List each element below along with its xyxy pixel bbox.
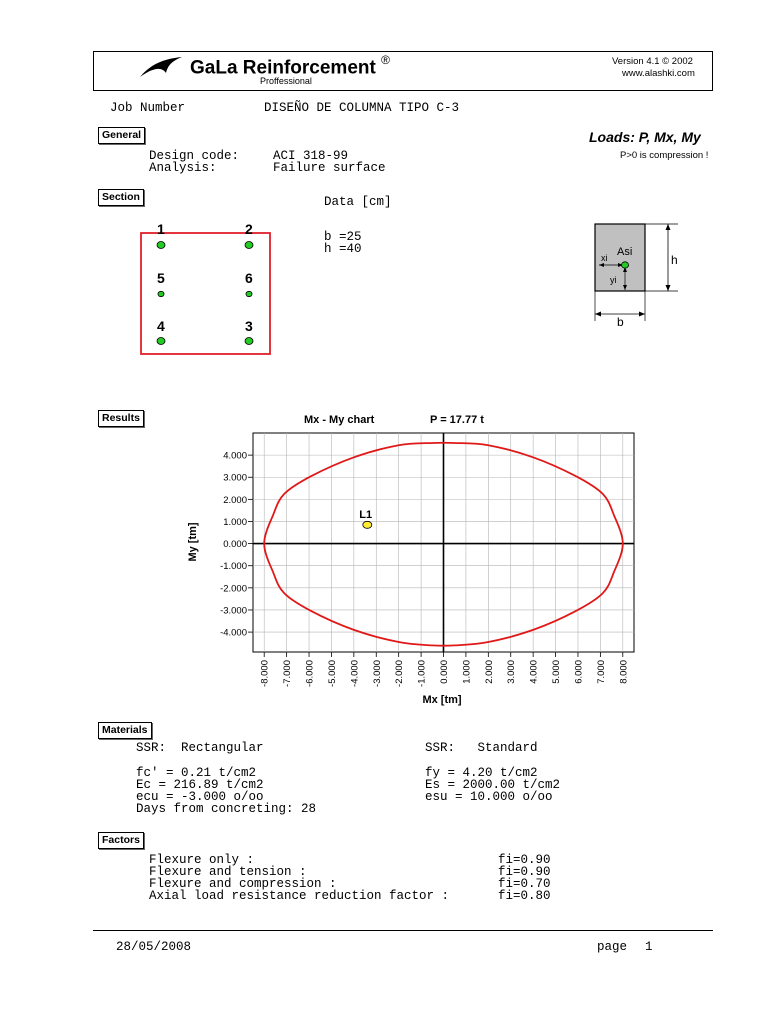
- factor-value: fi=0.90: [498, 853, 551, 867]
- section-legend-diagram: [588, 218, 688, 333]
- days-value: Days from concreting: 28: [136, 802, 317, 816]
- y-tick-label: 2.000: [223, 494, 247, 506]
- x-tick-label: 4.000: [528, 660, 540, 684]
- y-tick-label: -3.000: [220, 605, 247, 617]
- bar-label-6: 6: [245, 270, 253, 286]
- rebar-3: [245, 338, 253, 345]
- footer-page-label: page: [597, 940, 628, 954]
- factor-value: fi=0.80: [498, 889, 551, 903]
- compression-note: P>0 is compression !: [620, 150, 709, 161]
- factor-label: Flexure and tension :: [149, 865, 307, 879]
- legend-b: b: [617, 315, 624, 329]
- x-tick-label: -4.000: [349, 660, 361, 687]
- fy-value: fy = 4.20 t/cm2: [425, 766, 538, 780]
- ec-value: Ec = 216.89 t/cm2: [136, 778, 264, 792]
- x-axis-label: Mx [tm]: [422, 694, 462, 706]
- results-tag: Results: [98, 410, 144, 427]
- x-tick-label: 5.000: [551, 660, 563, 684]
- y-tick-label: -1.000: [220, 561, 247, 573]
- mx-my-chart: [180, 408, 650, 710]
- legend-xi: xi: [601, 253, 608, 263]
- x-tick-label: 0.000: [439, 660, 450, 684]
- y-axis-label: My [tm]: [187, 522, 199, 562]
- chart-title: Mx - My chart: [304, 414, 375, 426]
- footer-date: 28/05/2008: [116, 940, 192, 954]
- website-link: www.alashki.com: [622, 68, 695, 79]
- job-title: DISEÑO DE COLUMNA TIPO C-3: [264, 101, 460, 115]
- x-tick-label: -5.000: [326, 660, 338, 687]
- x-tick-label: -2.000: [394, 660, 406, 687]
- footer-divider: [93, 930, 713, 931]
- factor-value: fi=0.70: [498, 877, 551, 891]
- chart-subtitle: P = 17.77 t: [430, 414, 484, 426]
- y-tick-label: -2.000: [220, 583, 247, 595]
- design-code-value: ACI 318-99: [273, 149, 349, 163]
- job-number-label: Job Number: [110, 101, 186, 115]
- legend-yi: yi: [610, 275, 617, 285]
- rebar-5: [158, 291, 164, 296]
- version-info: [612, 56, 695, 80]
- rebar-6: [246, 291, 252, 296]
- brand-edition: Proffessional: [260, 76, 312, 86]
- analysis-label: Analysis:: [149, 161, 217, 175]
- rebar-4: [157, 338, 165, 345]
- analysis-value: Failure surface: [273, 161, 386, 175]
- bar-label-2: 2: [245, 221, 253, 237]
- y-tick-label: 1.000: [223, 516, 247, 528]
- factor-value: fi=0.90: [498, 865, 551, 879]
- rebar-1: [157, 242, 165, 249]
- section-diagram: [130, 218, 280, 360]
- x-tick-label: -8.000: [259, 660, 271, 687]
- x-tick-label: 7.000: [595, 660, 607, 684]
- general-tag: General: [98, 127, 145, 144]
- x-tick-label: 8.000: [618, 660, 630, 684]
- version-label: Version 4.1 © 2002: [612, 56, 693, 67]
- legend-h: h: [671, 253, 678, 267]
- legend-asi: Asi: [617, 246, 633, 258]
- x-tick-label: -1.000: [416, 660, 428, 687]
- loads-title: Loads: P, Mx, My: [589, 129, 701, 145]
- y-tick-label: 3.000: [223, 472, 247, 484]
- design-code-label: Design code:: [149, 149, 240, 163]
- bar-label-3: 3: [245, 318, 253, 334]
- es-value: Es = 2000.00 t/cm2: [425, 778, 561, 792]
- load-point-marker: [363, 521, 372, 528]
- y-tick-label: -4.000: [220, 627, 247, 639]
- materials-tag: Materials: [98, 722, 152, 739]
- bar-label-4: 4: [157, 318, 165, 334]
- factors-tag: Factors: [98, 832, 144, 849]
- footer-page-number: 1: [645, 940, 653, 954]
- section-tag: Section: [98, 189, 144, 206]
- rebar-2: [245, 242, 253, 249]
- x-tick-label: 3.000: [506, 660, 518, 684]
- x-tick-label: -6.000: [304, 660, 316, 687]
- x-tick-label: -7.000: [282, 660, 294, 687]
- ecu-value: ecu = -3.000 o/oo: [136, 790, 264, 804]
- data-units-label: Data [cm]: [324, 195, 392, 209]
- y-tick-label: 0.000: [223, 539, 247, 551]
- factor-label: Flexure and compression :: [149, 877, 337, 891]
- x-tick-label: 6.000: [573, 660, 585, 684]
- bar-label-1: 1: [157, 221, 165, 237]
- y-tick-label: 4.000: [223, 450, 247, 462]
- factor-label: Axial load resistance reduction factor :: [149, 889, 450, 903]
- load-point-label: L1: [359, 508, 373, 521]
- height-value: h =40: [324, 242, 362, 256]
- fc-value: fc' = 0.21 t/cm2: [136, 766, 257, 780]
- factor-label: Flexure only :: [149, 853, 255, 867]
- x-tick-label: -3.000: [371, 660, 383, 687]
- ssr-steel-type: SSR: Standard: [425, 741, 538, 755]
- ssr-section-type: SSR: Rectangular: [136, 741, 264, 755]
- legend-rebar: [622, 262, 629, 268]
- width-value: b =25: [324, 230, 362, 244]
- brand-title: GaLa Reinforcement ®: [190, 53, 390, 79]
- x-tick-label: 1.000: [461, 660, 473, 684]
- bar-label-5: 5: [157, 270, 165, 286]
- x-tick-label: 2.000: [483, 660, 495, 684]
- esu-value: esu = 10.000 o/oo: [425, 790, 553, 804]
- gala-logo-icon: [138, 55, 188, 79]
